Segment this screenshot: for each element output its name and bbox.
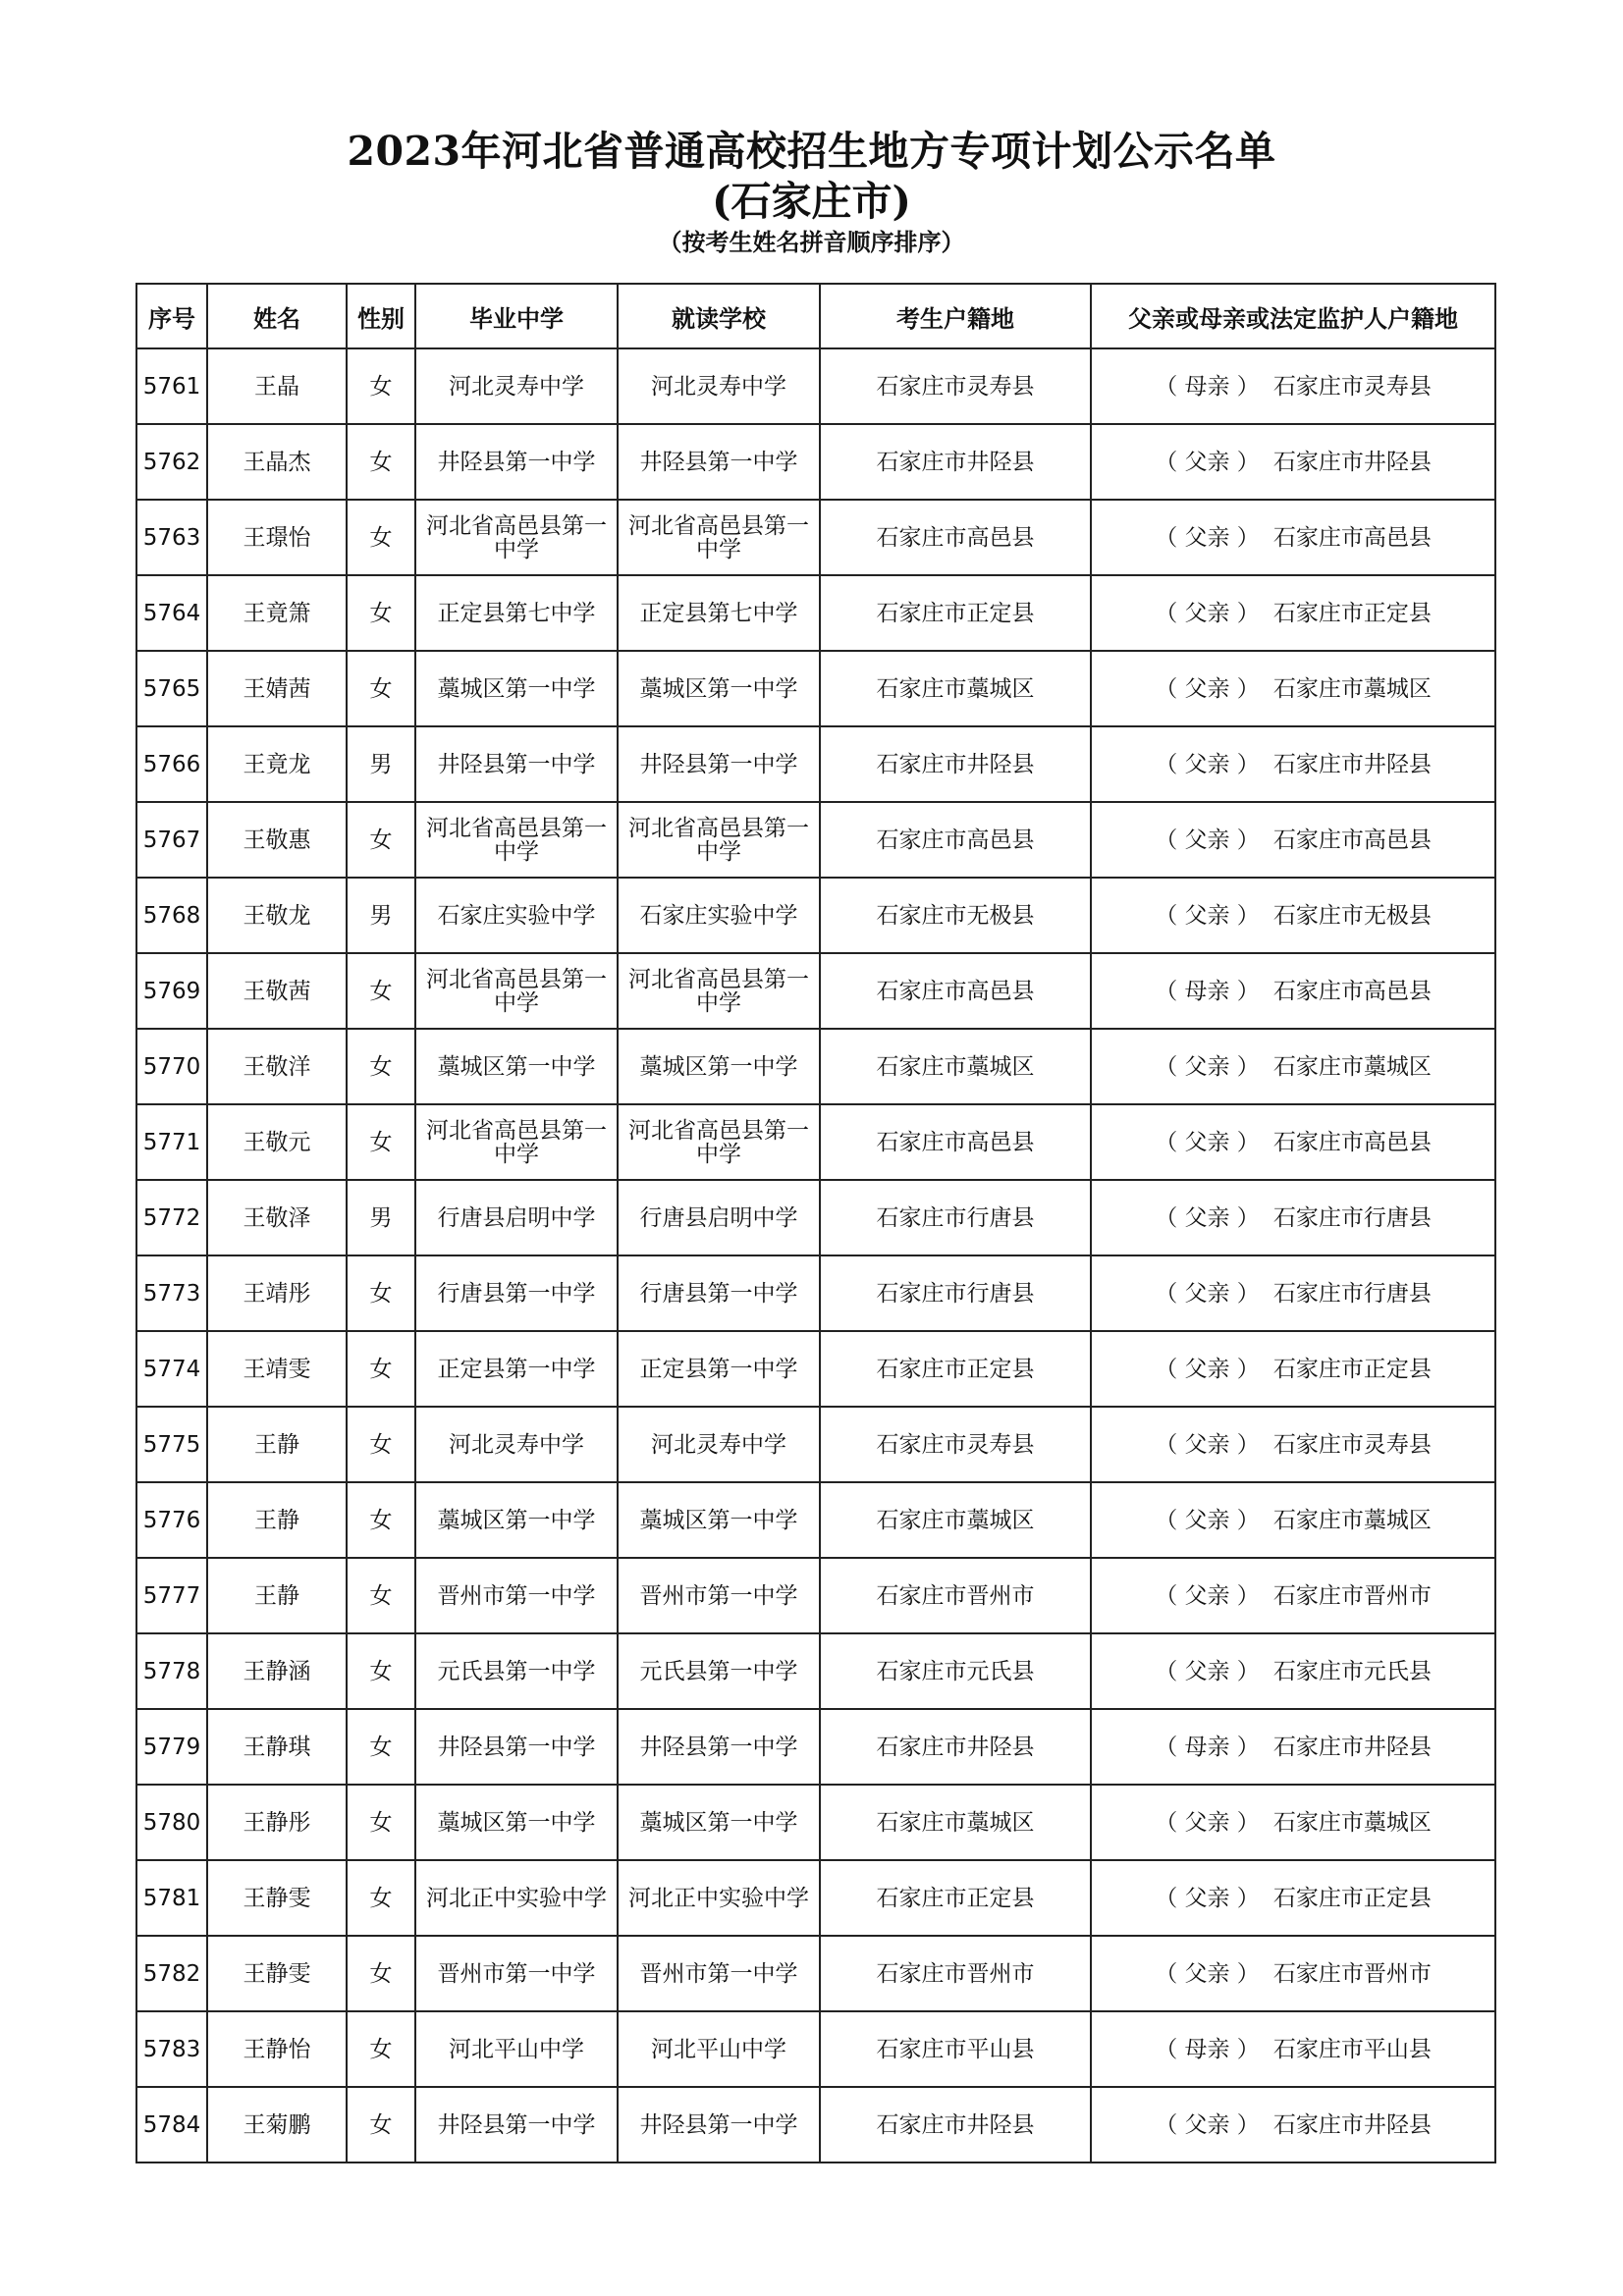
cell-parent-hukou (1091, 1558, 1495, 1633)
cell-name: 王静雯 (207, 1936, 347, 2011)
cell-current-school: 河北省高邑县第一中学 (618, 953, 820, 1029)
table-row (136, 500, 1495, 575)
cell-parent-hukou (1091, 1482, 1495, 1558)
cell-parent-hukou (1091, 726, 1495, 802)
cell-hukou: 石家庄市高邑县 (820, 1104, 1091, 1180)
parent-relation: （ 父亲 ） (1155, 1280, 1260, 1307)
parent-relation: （ 父亲 ） (1155, 1582, 1260, 1609)
cell-hukou: 石家庄市晋州市 (820, 1936, 1091, 2011)
table-row (136, 1255, 1495, 1331)
table-row (136, 953, 1495, 1029)
cell-gender: 女 (347, 348, 415, 424)
table-row (136, 651, 1495, 726)
cell-name: 王静 (207, 1407, 347, 1482)
parent-hukou-place: 石家庄市井陉县 (1272, 449, 1432, 475)
cell-hukou: 石家庄市井陉县 (820, 424, 1091, 500)
cell-grad-school: 晋州市第一中学 (415, 1558, 618, 1633)
parent-relation: （ 母亲 ） (1155, 2036, 1260, 2062)
parent-hukou-place: 石家庄市晋州市 (1272, 1960, 1432, 1987)
cell-parent-hukou (1091, 1633, 1495, 1709)
cell-gender: 女 (347, 1482, 415, 1558)
table-row (136, 1860, 1495, 1936)
cell-name: 王晶 (207, 348, 347, 424)
cell-name: 王静雯 (207, 1860, 347, 1936)
parent-hukou-place: 石家庄市元氏县 (1272, 1658, 1432, 1684)
col-header-current-school: 就读学校 (618, 284, 820, 348)
parent-hukou-place: 石家庄市藁城区 (1272, 675, 1432, 702)
cell-hukou: 石家庄市井陉县 (820, 726, 1091, 802)
cell-gender: 女 (347, 802, 415, 878)
cell-no: 5768 (136, 878, 207, 953)
cell-grad-school: 河北平山中学 (415, 2011, 618, 2087)
cell-name: 王靖雯 (207, 1331, 347, 1407)
cell-current-school: 行唐县启明中学 (618, 1180, 820, 1255)
parent-hukou-place: 石家庄市正定县 (1272, 600, 1432, 626)
table-row (136, 802, 1495, 878)
parent-hukou-place: 石家庄市平山县 (1272, 2036, 1432, 2062)
table-header-row (136, 284, 1495, 348)
cell-parent-hukou (1091, 2087, 1495, 2163)
cell-parent-hukou (1091, 424, 1495, 500)
cell-parent-hukou (1091, 1029, 1495, 1104)
cell-no: 5770 (136, 1029, 207, 1104)
table-row (136, 1558, 1495, 1633)
cell-no: 5762 (136, 424, 207, 500)
parent-relation: （ 父亲 ） (1155, 1053, 1260, 1080)
parent-relation: （ 父亲 ） (1155, 1960, 1260, 1987)
table-row (136, 1633, 1495, 1709)
parent-hukou-place: 石家庄市正定县 (1272, 1356, 1432, 1382)
cell-gender: 女 (347, 2087, 415, 2163)
cell-parent-hukou (1091, 1785, 1495, 1860)
parent-hukou-place: 石家庄市晋州市 (1272, 1582, 1432, 1609)
cell-parent-hukou (1091, 953, 1495, 1029)
cell-name: 王敬龙 (207, 878, 347, 953)
cell-hukou: 石家庄市正定县 (820, 1331, 1091, 1407)
table-row (136, 348, 1495, 424)
cell-name: 王靖彤 (207, 1255, 347, 1331)
cell-no: 5774 (136, 1331, 207, 1407)
parent-hukou-place: 石家庄市藁城区 (1272, 1809, 1432, 1836)
cell-parent-hukou (1091, 1331, 1495, 1407)
cell-name: 王静怡 (207, 2011, 347, 2087)
cell-no: 5775 (136, 1407, 207, 1482)
cell-gender: 女 (347, 1331, 415, 1407)
cell-hukou: 石家庄市井陉县 (820, 2087, 1091, 2163)
cell-hukou: 石家庄市藁城区 (820, 1482, 1091, 1558)
cell-parent-hukou (1091, 1104, 1495, 1180)
parent-relation: （ 母亲 ） (1155, 373, 1260, 400)
col-header-no: 序号 (136, 284, 207, 348)
cell-no: 5766 (136, 726, 207, 802)
cell-gender: 女 (347, 651, 415, 726)
cell-name: 王竟龙 (207, 726, 347, 802)
cell-current-school: 井陉县第一中学 (618, 424, 820, 500)
cell-gender: 女 (347, 1936, 415, 2011)
parent-hukou-place: 石家庄市无极县 (1272, 902, 1432, 929)
col-header-name: 姓名 (207, 284, 347, 348)
table-row (136, 1785, 1495, 1860)
table-row (136, 1936, 1495, 2011)
cell-no: 5772 (136, 1180, 207, 1255)
cell-current-school: 河北平山中学 (618, 2011, 820, 2087)
col-header-gender: 性别 (347, 284, 415, 348)
cell-current-school: 石家庄实验中学 (618, 878, 820, 953)
cell-grad-school: 石家庄实验中学 (415, 878, 618, 953)
cell-parent-hukou (1091, 802, 1495, 878)
parent-hukou-place: 石家庄市井陉县 (1272, 751, 1432, 777)
cell-no: 5781 (136, 1860, 207, 1936)
parent-hukou-place: 石家庄市藁城区 (1272, 1053, 1432, 1080)
roster-body (136, 348, 1495, 2163)
cell-hukou: 石家庄市灵寿县 (820, 348, 1091, 424)
parent-hukou-place: 石家庄市高邑县 (1272, 978, 1432, 1004)
parent-relation: （ 母亲 ） (1155, 978, 1260, 1004)
cell-no: 5782 (136, 1936, 207, 2011)
cell-gender: 女 (347, 1407, 415, 1482)
cell-parent-hukou (1091, 1709, 1495, 1785)
cell-grad-school: 行唐县启明中学 (415, 1180, 618, 1255)
cell-no: 5778 (136, 1633, 207, 1709)
table-row (136, 1482, 1495, 1558)
cell-hukou: 石家庄市正定县 (820, 575, 1091, 651)
cell-name: 王敬元 (207, 1104, 347, 1180)
cell-hukou: 石家庄市井陉县 (820, 1709, 1091, 1785)
cell-grad-school: 藁城区第一中学 (415, 1785, 618, 1860)
cell-no: 5776 (136, 1482, 207, 1558)
cell-name: 王静涵 (207, 1633, 347, 1709)
cell-current-school: 元氏县第一中学 (618, 1633, 820, 1709)
parent-hukou-place: 石家庄市正定县 (1272, 1885, 1432, 1911)
parent-relation: （ 父亲 ） (1155, 902, 1260, 929)
cell-current-school: 河北省高邑县第一中学 (618, 802, 820, 878)
cell-grad-school: 河北省高邑县第一中学 (415, 953, 618, 1029)
parent-hukou-place: 石家庄市高邑县 (1272, 827, 1432, 853)
cell-current-school: 正定县第七中学 (618, 575, 820, 651)
cell-hukou: 石家庄市灵寿县 (820, 1407, 1091, 1482)
parent-relation: （ 父亲 ） (1155, 600, 1260, 626)
cell-gender: 女 (347, 1785, 415, 1860)
cell-hukou: 石家庄市行唐县 (820, 1180, 1091, 1255)
table-row (136, 1104, 1495, 1180)
parent-relation: （ 父亲 ） (1155, 1431, 1260, 1458)
cell-parent-hukou (1091, 651, 1495, 726)
cell-hukou: 石家庄市元氏县 (820, 1633, 1091, 1709)
cell-current-school: 井陉县第一中学 (618, 2087, 820, 2163)
cell-parent-hukou (1091, 1407, 1495, 1482)
cell-current-school: 行唐县第一中学 (618, 1255, 820, 1331)
cell-current-school: 河北正中实验中学 (618, 1860, 820, 1936)
cell-grad-school: 藁城区第一中学 (415, 1482, 618, 1558)
cell-current-school: 井陉县第一中学 (618, 1709, 820, 1785)
cell-current-school: 晋州市第一中学 (618, 1558, 820, 1633)
parent-hukou-place: 石家庄市行唐县 (1272, 1204, 1432, 1231)
cell-gender: 女 (347, 424, 415, 500)
table-row (136, 878, 1495, 953)
cell-name: 王静彤 (207, 1785, 347, 1860)
cell-no: 5763 (136, 500, 207, 575)
parent-hukou-place: 石家庄市井陉县 (1272, 1734, 1432, 1760)
cell-grad-school: 河北正中实验中学 (415, 1860, 618, 1936)
cell-name: 王竟箫 (207, 575, 347, 651)
cell-name: 王静 (207, 1558, 347, 1633)
cell-grad-school: 正定县第一中学 (415, 1331, 618, 1407)
table-row (136, 575, 1495, 651)
cell-parent-hukou (1091, 348, 1495, 424)
cell-name: 王敬惠 (207, 802, 347, 878)
cell-parent-hukou (1091, 575, 1495, 651)
cell-gender: 女 (347, 1860, 415, 1936)
table-row (136, 2011, 1495, 2087)
cell-current-school: 河北灵寿中学 (618, 1407, 820, 1482)
parent-relation: （ 父亲 ） (1155, 827, 1260, 853)
cell-name: 王婧茜 (207, 651, 347, 726)
page-header (0, 126, 1623, 257)
cell-grad-school: 晋州市第一中学 (415, 1936, 618, 2011)
cell-current-school: 正定县第一中学 (618, 1331, 820, 1407)
cell-parent-hukou (1091, 2011, 1495, 2087)
cell-hukou: 石家庄市藁城区 (820, 1785, 1091, 1860)
cell-parent-hukou (1091, 1936, 1495, 2011)
cell-gender: 女 (347, 1029, 415, 1104)
cell-grad-school: 河北灵寿中学 (415, 1407, 618, 1482)
cell-hukou: 石家庄市藁城区 (820, 1029, 1091, 1104)
table-row (136, 1029, 1495, 1104)
cell-grad-school: 井陉县第一中学 (415, 424, 618, 500)
table-row (136, 2087, 1495, 2163)
cell-grad-school: 井陉县第一中学 (415, 726, 618, 802)
parent-hukou-place: 石家庄市灵寿县 (1272, 1431, 1432, 1458)
col-header-parent-hukou: 父亲或母亲或法定监护人户籍地 (1091, 284, 1495, 348)
parent-relation: （ 父亲 ） (1155, 449, 1260, 475)
cell-gender: 女 (347, 575, 415, 651)
parent-hukou-place: 石家庄市行唐县 (1272, 1280, 1432, 1307)
cell-current-school: 河北省高邑县第一中学 (618, 1104, 820, 1180)
cell-grad-school: 河北灵寿中学 (415, 348, 618, 424)
cell-hukou: 石家庄市行唐县 (820, 1255, 1091, 1331)
cell-parent-hukou (1091, 1180, 1495, 1255)
parent-relation: （ 父亲 ） (1155, 1507, 1260, 1533)
cell-name: 王菊鹏 (207, 2087, 347, 2163)
cell-no: 5764 (136, 575, 207, 651)
cell-current-school: 藁城区第一中学 (618, 1482, 820, 1558)
cell-name: 王晶杰 (207, 424, 347, 500)
cell-grad-school: 行唐县第一中学 (415, 1255, 618, 1331)
cell-parent-hukou (1091, 1255, 1495, 1331)
cell-hukou: 石家庄市高邑县 (820, 500, 1091, 575)
cell-no: 5784 (136, 2087, 207, 2163)
parent-hukou-place: 石家庄市井陉县 (1272, 2111, 1432, 2138)
cell-no: 5769 (136, 953, 207, 1029)
cell-current-school: 藁城区第一中学 (618, 1785, 820, 1860)
cell-no: 5783 (136, 2011, 207, 2087)
table-row (136, 1407, 1495, 1482)
cell-grad-school: 藁城区第一中学 (415, 651, 618, 726)
cell-hukou: 石家庄市无极县 (820, 878, 1091, 953)
page-subtitle-city: (石家庄市) (712, 178, 911, 225)
cell-gender: 女 (347, 2011, 415, 2087)
cell-gender: 女 (347, 1633, 415, 1709)
cell-grad-school: 井陉县第一中学 (415, 1709, 618, 1785)
cell-grad-school: 河北省高邑县第一中学 (415, 500, 618, 575)
cell-parent-hukou (1091, 500, 1495, 575)
cell-name: 王敬洋 (207, 1029, 347, 1104)
parent-relation: （ 父亲 ） (1155, 524, 1260, 551)
page-title: 2023年河北省普通高校招生地方专项计划公示名单 (347, 128, 1276, 175)
cell-name: 王敬茜 (207, 953, 347, 1029)
cell-no: 5777 (136, 1558, 207, 1633)
parent-relation: （ 父亲 ） (1155, 1129, 1260, 1155)
cell-gender: 男 (347, 1180, 415, 1255)
cell-gender: 女 (347, 1104, 415, 1180)
parent-relation: （ 父亲 ） (1155, 1204, 1260, 1231)
cell-hukou: 石家庄市高邑县 (820, 953, 1091, 1029)
cell-gender: 男 (347, 878, 415, 953)
table-row (136, 424, 1495, 500)
parent-hukou-place: 石家庄市藁城区 (1272, 1507, 1432, 1533)
cell-grad-school: 河北省高邑县第一中学 (415, 1104, 618, 1180)
parent-relation: （ 母亲 ） (1155, 1734, 1260, 1760)
cell-current-school: 晋州市第一中学 (618, 1936, 820, 2011)
parent-relation: （ 父亲 ） (1155, 1885, 1260, 1911)
col-header-grad-school: 毕业中学 (415, 284, 618, 348)
cell-current-school: 河北灵寿中学 (618, 348, 820, 424)
parent-relation: （ 父亲 ） (1155, 2111, 1260, 2138)
cell-no: 5771 (136, 1104, 207, 1180)
cell-no: 5765 (136, 651, 207, 726)
cell-name: 王璟怡 (207, 500, 347, 575)
parent-hukou-place: 石家庄市高邑县 (1272, 524, 1432, 551)
cell-no: 5779 (136, 1709, 207, 1785)
table-row (136, 1709, 1495, 1785)
cell-name: 王敬泽 (207, 1180, 347, 1255)
parent-relation: （ 父亲 ） (1155, 1809, 1260, 1836)
cell-current-school: 藁城区第一中学 (618, 651, 820, 726)
cell-current-school: 藁城区第一中学 (618, 1029, 820, 1104)
cell-no: 5780 (136, 1785, 207, 1860)
cell-no: 5761 (136, 348, 207, 424)
cell-current-school: 井陉县第一中学 (618, 726, 820, 802)
cell-name: 王静琪 (207, 1709, 347, 1785)
cell-hukou: 石家庄市平山县 (820, 2011, 1091, 2087)
cell-gender: 女 (347, 1709, 415, 1785)
cell-hukou: 石家庄市藁城区 (820, 651, 1091, 726)
cell-gender: 女 (347, 1255, 415, 1331)
col-header-hukou: 考生户籍地 (820, 284, 1091, 348)
cell-grad-school: 元氏县第一中学 (415, 1633, 618, 1709)
cell-hukou: 石家庄市正定县 (820, 1860, 1091, 1936)
cell-gender: 男 (347, 726, 415, 802)
cell-hukou: 石家庄市晋州市 (820, 1558, 1091, 1633)
roster-table (135, 283, 1496, 2163)
cell-gender: 女 (347, 953, 415, 1029)
table-row (136, 726, 1495, 802)
cell-gender: 女 (347, 1558, 415, 1633)
parent-relation: （ 父亲 ） (1155, 1658, 1260, 1684)
cell-current-school: 河北省高邑县第一中学 (618, 500, 820, 575)
cell-grad-school: 藁城区第一中学 (415, 1029, 618, 1104)
sort-note: （按考生姓名拼音顺序排序） (658, 228, 965, 256)
table-row (136, 1180, 1495, 1255)
cell-parent-hukou (1091, 1860, 1495, 1936)
cell-parent-hukou (1091, 878, 1495, 953)
cell-grad-school: 正定县第七中学 (415, 575, 618, 651)
cell-grad-school: 河北省高邑县第一中学 (415, 802, 618, 878)
cell-no: 5773 (136, 1255, 207, 1331)
cell-grad-school: 井陉县第一中学 (415, 2087, 618, 2163)
cell-gender: 女 (347, 500, 415, 575)
parent-relation: （ 父亲 ） (1155, 1356, 1260, 1382)
table-row (136, 1331, 1495, 1407)
cell-hukou: 石家庄市高邑县 (820, 802, 1091, 878)
parent-relation: （ 父亲 ） (1155, 751, 1260, 777)
cell-no: 5767 (136, 802, 207, 878)
cell-name: 王静 (207, 1482, 347, 1558)
parent-hukou-place: 石家庄市灵寿县 (1272, 373, 1432, 400)
parent-relation: （ 父亲 ） (1155, 675, 1260, 702)
parent-hukou-place: 石家庄市高邑县 (1272, 1129, 1432, 1155)
